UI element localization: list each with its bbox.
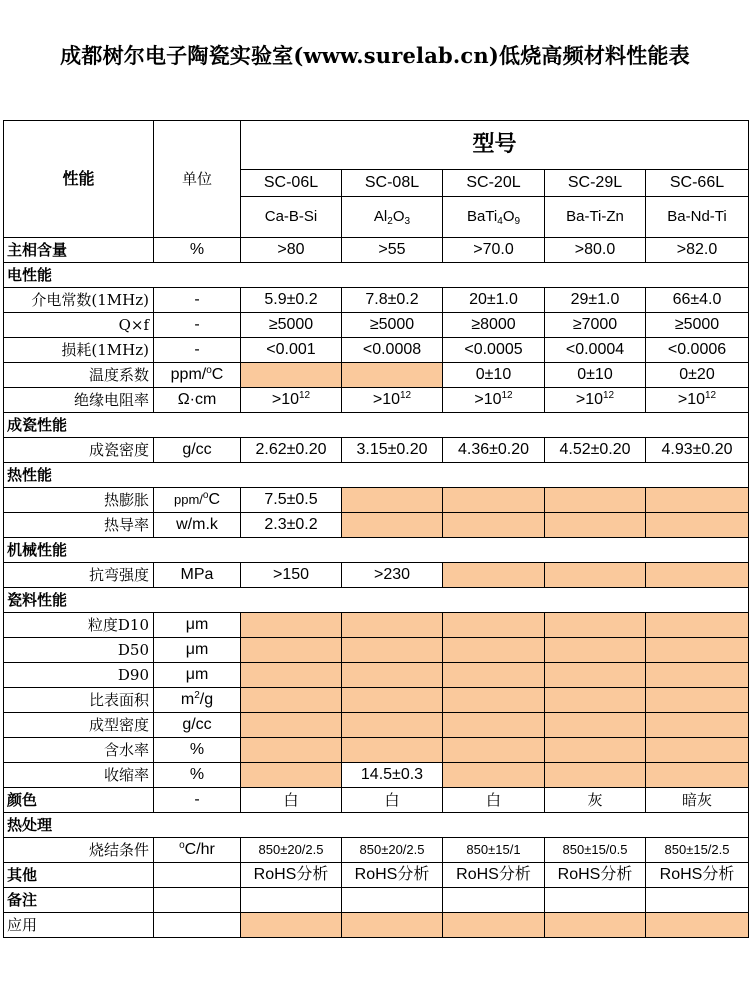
row-unit: %	[154, 738, 241, 763]
cell-value: 850±15/0.5	[545, 838, 646, 863]
row-unit: g/cc	[154, 713, 241, 738]
cell-value: ≥7000	[545, 313, 646, 338]
cell-value: 0±20	[646, 363, 749, 388]
empty-highlight-cell	[241, 638, 342, 663]
cell-value: ≥8000	[443, 313, 545, 338]
section-title: 成瓷性能	[4, 413, 749, 438]
empty-highlight-cell	[646, 513, 749, 538]
section-title: 机械性能	[4, 538, 749, 563]
empty-highlight-cell	[241, 738, 342, 763]
cell-value: $>10^{12}$	[241, 388, 342, 413]
cell-value: ≥5000	[646, 313, 749, 338]
properties-table	[3, 120, 749, 938]
cell-value: >150	[241, 563, 342, 588]
empty-highlight-cell	[241, 688, 342, 713]
cell-value: 850±15/2.5	[646, 838, 749, 863]
empty-highlight-cell	[342, 913, 443, 938]
row-unit	[154, 913, 241, 938]
cell-value: 7.8±0.2	[342, 288, 443, 313]
table-row	[4, 513, 749, 538]
cell-value: 白	[241, 788, 342, 813]
row-unit: μm	[154, 613, 241, 638]
row-unit: g/cc	[154, 438, 241, 463]
section-row	[4, 463, 749, 488]
empty-highlight-cell	[342, 638, 443, 663]
cell-value: ≥5000	[241, 313, 342, 338]
section-row	[4, 263, 749, 288]
composition: Ba-Nd-Ti	[646, 197, 749, 238]
cell-value: RoHS分析	[545, 863, 646, 888]
row-label: 损耗(1MHz)	[4, 338, 154, 363]
row-label: 热导率	[4, 513, 154, 538]
empty-highlight-cell	[443, 638, 545, 663]
cell-value	[443, 888, 545, 913]
empty-highlight-cell	[545, 513, 646, 538]
row-unit	[154, 863, 241, 888]
empty-highlight-cell	[646, 713, 749, 738]
row-label: 主相含量	[4, 238, 154, 263]
empty-highlight-cell	[545, 763, 646, 788]
section-title: 瓷料性能	[4, 588, 749, 613]
table-row	[4, 438, 749, 463]
empty-highlight-cell	[443, 763, 545, 788]
cell-value: 850±20/2.5	[241, 838, 342, 863]
empty-highlight-cell	[443, 738, 545, 763]
model-code: SC-20L	[443, 170, 545, 197]
table-row	[4, 488, 749, 513]
table-row	[4, 838, 749, 863]
row-unit: μm	[154, 638, 241, 663]
cell-value: 0±10	[443, 363, 545, 388]
page-title: 成都树尔电子陶瓷实验室(www.surelab.cn)低烧高频材料性能表	[60, 43, 690, 68]
empty-highlight-cell	[342, 613, 443, 638]
empty-highlight-cell	[443, 613, 545, 638]
row-label: 热膨胀	[4, 488, 154, 513]
model-code: SC-08L	[342, 170, 443, 197]
empty-highlight-cell	[646, 613, 749, 638]
row-unit: -	[154, 313, 241, 338]
empty-highlight-cell	[241, 713, 342, 738]
cell-value	[646, 888, 749, 913]
model-code: SC-66L	[646, 170, 749, 197]
table-row	[4, 638, 749, 663]
empty-highlight-cell	[443, 488, 545, 513]
row-label: 应用	[4, 913, 154, 938]
empty-highlight-cell	[443, 663, 545, 688]
table-row	[4, 863, 749, 888]
table-row	[4, 363, 749, 388]
empty-highlight-cell	[241, 363, 342, 388]
cell-value: $>10^{12}$	[545, 388, 646, 413]
cell-value: RoHS分析	[443, 863, 545, 888]
empty-highlight-cell	[646, 763, 749, 788]
empty-highlight-cell	[443, 688, 545, 713]
row-unit: -	[154, 338, 241, 363]
empty-highlight-cell	[443, 563, 545, 588]
empty-highlight-cell	[545, 913, 646, 938]
row-unit: ppm/$^o$C	[154, 363, 241, 388]
cell-value: 850±20/2.5	[342, 838, 443, 863]
cell-value: 4.52±0.20	[545, 438, 646, 463]
cell-value: >80	[241, 238, 342, 263]
empty-highlight-cell	[545, 738, 646, 763]
composition: Ca-B-Si	[241, 197, 342, 238]
section-row	[4, 413, 749, 438]
cell-value: >230	[342, 563, 443, 588]
cell-value: $>10^{12}$	[342, 388, 443, 413]
row-label: 温度系数	[4, 363, 154, 388]
row-label: 含水率	[4, 738, 154, 763]
cell-value: 7.5±0.5	[241, 488, 342, 513]
empty-highlight-cell	[443, 913, 545, 938]
composition: $Al_2O_3$	[342, 197, 443, 238]
empty-highlight-cell	[342, 513, 443, 538]
header-property: 性能	[4, 121, 154, 238]
empty-highlight-cell	[545, 488, 646, 513]
empty-highlight-cell	[342, 738, 443, 763]
row-label: 颜色	[4, 788, 154, 813]
cell-value: 4.93±0.20	[646, 438, 749, 463]
row-label: Q×f	[4, 313, 154, 338]
cell-value: <0.001	[241, 338, 342, 363]
cell-value: 29±1.0	[545, 288, 646, 313]
empty-highlight-cell	[545, 613, 646, 638]
empty-highlight-cell	[545, 663, 646, 688]
section-title: 热处理	[4, 813, 749, 838]
cell-value	[342, 888, 443, 913]
table-row	[4, 288, 749, 313]
cell-value: 白	[443, 788, 545, 813]
row-unit	[154, 888, 241, 913]
empty-highlight-cell	[545, 713, 646, 738]
cell-value: $>10^{12}$	[443, 388, 545, 413]
empty-highlight-cell	[646, 913, 749, 938]
cell-value: 2.62±0.20	[241, 438, 342, 463]
row-label: 烧结条件	[4, 838, 154, 863]
cell-value: 5.9±0.2	[241, 288, 342, 313]
row-unit: -	[154, 288, 241, 313]
table-row	[4, 313, 749, 338]
cell-value: RoHS分析	[646, 863, 749, 888]
empty-highlight-cell	[646, 663, 749, 688]
row-label: 成型密度	[4, 713, 154, 738]
cell-value: ≥5000	[342, 313, 443, 338]
cell-value: 3.15±0.20	[342, 438, 443, 463]
empty-highlight-cell	[342, 488, 443, 513]
empty-highlight-cell	[241, 663, 342, 688]
row-unit: %	[154, 763, 241, 788]
cell-value: 66±4.0	[646, 288, 749, 313]
section-title: 电性能	[4, 263, 749, 288]
cell-value: 灰	[545, 788, 646, 813]
table-row	[4, 738, 749, 763]
cell-value: 白	[342, 788, 443, 813]
row-unit: %	[154, 238, 241, 263]
cell-value: <0.0005	[443, 338, 545, 363]
row-unit: MPa	[154, 563, 241, 588]
table-row	[4, 563, 749, 588]
cell-value: >55	[342, 238, 443, 263]
empty-highlight-cell	[342, 363, 443, 388]
composition: $BaTi_4O_9$	[443, 197, 545, 238]
row-label: 粒度D10	[4, 613, 154, 638]
empty-highlight-cell	[545, 638, 646, 663]
table-row	[4, 238, 749, 263]
empty-highlight-cell	[241, 613, 342, 638]
row-label: D90	[4, 663, 154, 688]
model-code: SC-29L	[545, 170, 646, 197]
table-row	[4, 688, 749, 713]
empty-highlight-cell	[646, 563, 749, 588]
cell-value: 14.5±0.3	[342, 763, 443, 788]
cell-value: 0±10	[545, 363, 646, 388]
cell-value: 2.3±0.2	[241, 513, 342, 538]
empty-highlight-cell	[342, 688, 443, 713]
empty-highlight-cell	[342, 663, 443, 688]
section-row	[4, 588, 749, 613]
row-label: 绝缘电阻率	[4, 388, 154, 413]
empty-highlight-cell	[241, 763, 342, 788]
row-label: 成瓷密度	[4, 438, 154, 463]
empty-highlight-cell	[342, 713, 443, 738]
header-unit: 单位	[154, 121, 241, 238]
row-unit: -	[154, 788, 241, 813]
empty-highlight-cell	[545, 563, 646, 588]
empty-highlight-cell	[443, 713, 545, 738]
header-row-model	[4, 121, 749, 170]
row-unit: μm	[154, 663, 241, 688]
table-row	[4, 613, 749, 638]
empty-highlight-cell	[646, 738, 749, 763]
row-label: 其他	[4, 863, 154, 888]
table-row	[4, 713, 749, 738]
row-unit: ppm/$^o$C	[154, 488, 241, 513]
empty-highlight-cell	[241, 913, 342, 938]
cell-value: <0.0006	[646, 338, 749, 363]
cell-value: >82.0	[646, 238, 749, 263]
table-row	[4, 663, 749, 688]
row-label: 抗弯强度	[4, 563, 154, 588]
cell-value: 暗灰	[646, 788, 749, 813]
row-label: 备注	[4, 888, 154, 913]
table-row	[4, 388, 749, 413]
empty-highlight-cell	[443, 513, 545, 538]
cell-value: 20±1.0	[443, 288, 545, 313]
cell-value: 4.36±0.20	[443, 438, 545, 463]
table-row	[4, 788, 749, 813]
section-row	[4, 538, 749, 563]
cell-value: >80.0	[545, 238, 646, 263]
table-row	[4, 338, 749, 363]
row-label: D50	[4, 638, 154, 663]
section-title: 热性能	[4, 463, 749, 488]
table-row	[4, 913, 749, 938]
row-unit: $^o$C/hr	[154, 838, 241, 863]
cell-value: <0.0004	[545, 338, 646, 363]
model-code: SC-06L	[241, 170, 342, 197]
empty-highlight-cell	[646, 688, 749, 713]
cell-value	[241, 888, 342, 913]
row-unit: w/m.k	[154, 513, 241, 538]
empty-highlight-cell	[545, 688, 646, 713]
cell-value	[545, 888, 646, 913]
row-label: 比表面积	[4, 688, 154, 713]
cell-value: >70.0	[443, 238, 545, 263]
row-unit: Ω·cm	[154, 388, 241, 413]
empty-highlight-cell	[646, 638, 749, 663]
row-unit: $m^2/g$	[154, 688, 241, 713]
composition: Ba-Ti-Zn	[545, 197, 646, 238]
empty-highlight-cell	[646, 488, 749, 513]
table-row	[4, 763, 749, 788]
header-model: 型号	[241, 121, 749, 170]
section-row	[4, 813, 749, 838]
row-label: 介电常数(1MHz)	[4, 288, 154, 313]
row-label: 收缩率	[4, 763, 154, 788]
cell-value: <0.0008	[342, 338, 443, 363]
table-row	[4, 888, 749, 913]
cell-value: $>10^{12}$	[646, 388, 749, 413]
cell-value: RoHS分析	[241, 863, 342, 888]
cell-value: RoHS分析	[342, 863, 443, 888]
cell-value: 850±15/1	[443, 838, 545, 863]
